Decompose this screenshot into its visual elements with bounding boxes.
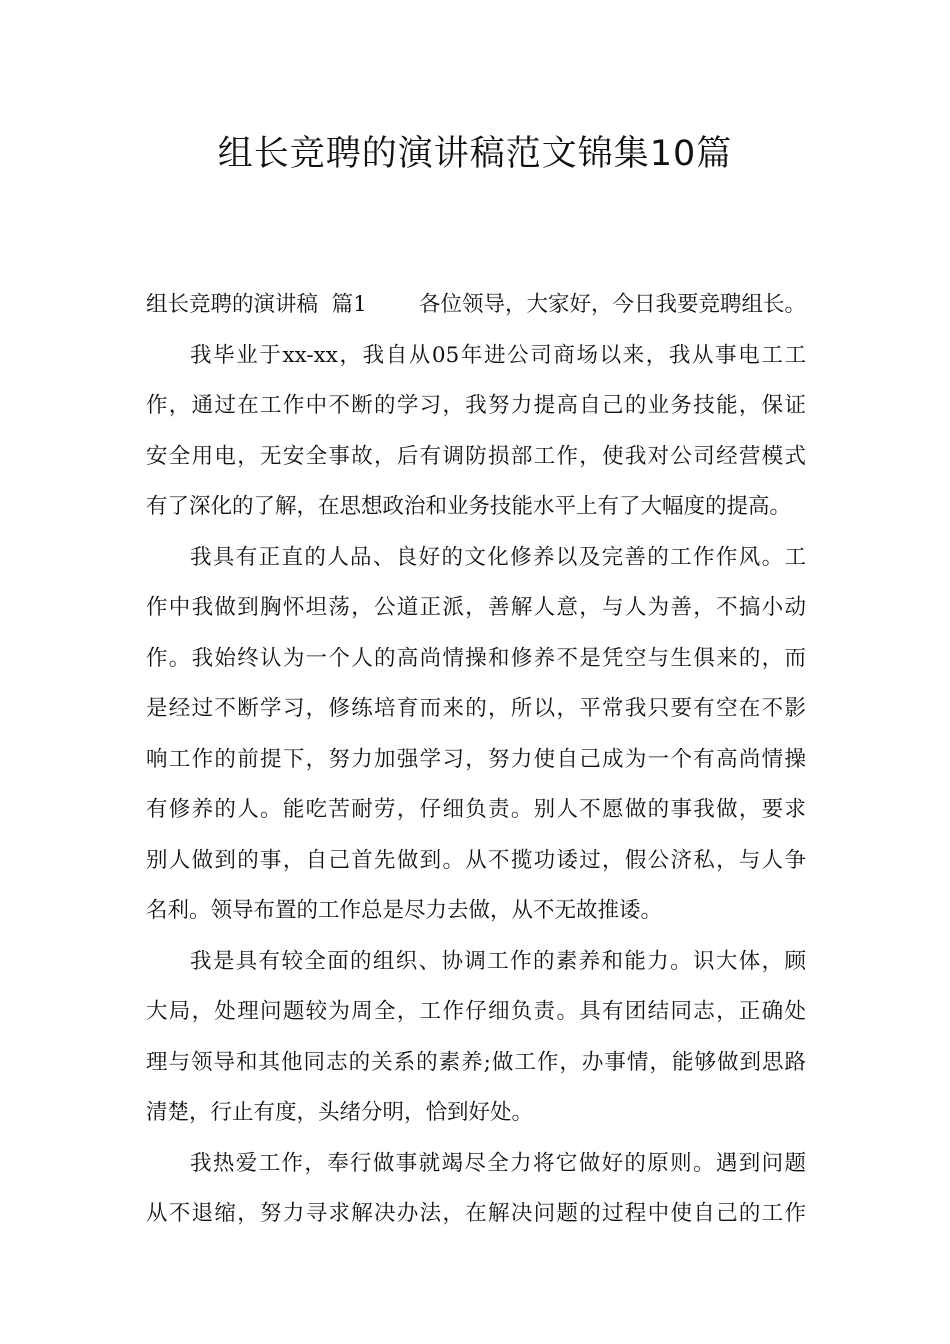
text-line: 有修养的人。能吃苦耐劳，仔细负责。别人不愿做的事我做，要求 [146, 797, 806, 822]
text-line: 响工作的前提下，努力加强学习，努力使自己成为一个有高尚情操 [146, 746, 806, 772]
document-body [146, 280, 806, 1240]
text-line: 作，通过在工作中不断的学习，我努力提高自己的业务技能，保证 [146, 393, 806, 418]
text-line: 名利。领导布置的工作总是尽力去做，从不无故推诿。 [146, 898, 663, 923]
section-intro-line [146, 280, 806, 331]
text-line: 我是具有较全面的组织、协调工作的素养和能力。识大体，顾 [190, 948, 806, 974]
text-line: 大局，处理问题较为周全，工作仔细负责。具有团结同志，正确处 [146, 999, 806, 1024]
text-line: 作中我做到胸怀坦荡，公道正派，善解人意，与人为善，不搞小动 [146, 595, 806, 620]
paragraph-3 [146, 937, 806, 1139]
paragraph-2 [146, 533, 806, 937]
text-line: 有了深化的了解，在思想政治和业务技能水平上有了大幅度的提高。 [146, 494, 792, 519]
document-title: 组长竞聘的演讲稿范文锦集10篇 [217, 134, 733, 174]
paragraph-4 [146, 1139, 806, 1240]
text-line: 我热爱工作，奉行做事就竭尽全力将它做好的原则。遇到问题 [190, 1150, 806, 1176]
text-line: 我具有正直的人品、良好的文化修养以及完善的工作作风。工 [190, 544, 806, 570]
greeting-text: 各位领导，大家好，今日我要竞聘组长。 [418, 292, 806, 317]
text-line: 别人做到的事，自己首先做到。从不揽功诿过，假公济私，与人争 [146, 847, 806, 873]
text-line: 安全用电，无安全事故，后有调防损部工作，使我对公司经营模式 [146, 443, 806, 469]
text-line: 我毕业于xx-xx，我自从05年进公司商场以来，我从事电工工 [190, 342, 806, 368]
text-line: 作。我始终认为一个人的高尚情操和修养不是凭空与生俱来的，而 [146, 645, 806, 671]
paragraph-1 [146, 331, 806, 533]
section-heading: 组长竞聘的演讲稿 篇1 [146, 292, 367, 317]
text-line: 清楚，行止有度，头绪分明，恰到好处。 [146, 1100, 534, 1125]
text-line: 从不退缩，努力寻求解决办法，在解决问题的过程中使自己的工作 [146, 1201, 806, 1226]
text-line: 是经过不断学习，修练培育而来的，所以，平常我只要有空在不影 [146, 696, 806, 721]
text-line: 理与领导和其他同志的关系的素养;做工作，办事情，能够做到思路 [146, 1049, 806, 1075]
